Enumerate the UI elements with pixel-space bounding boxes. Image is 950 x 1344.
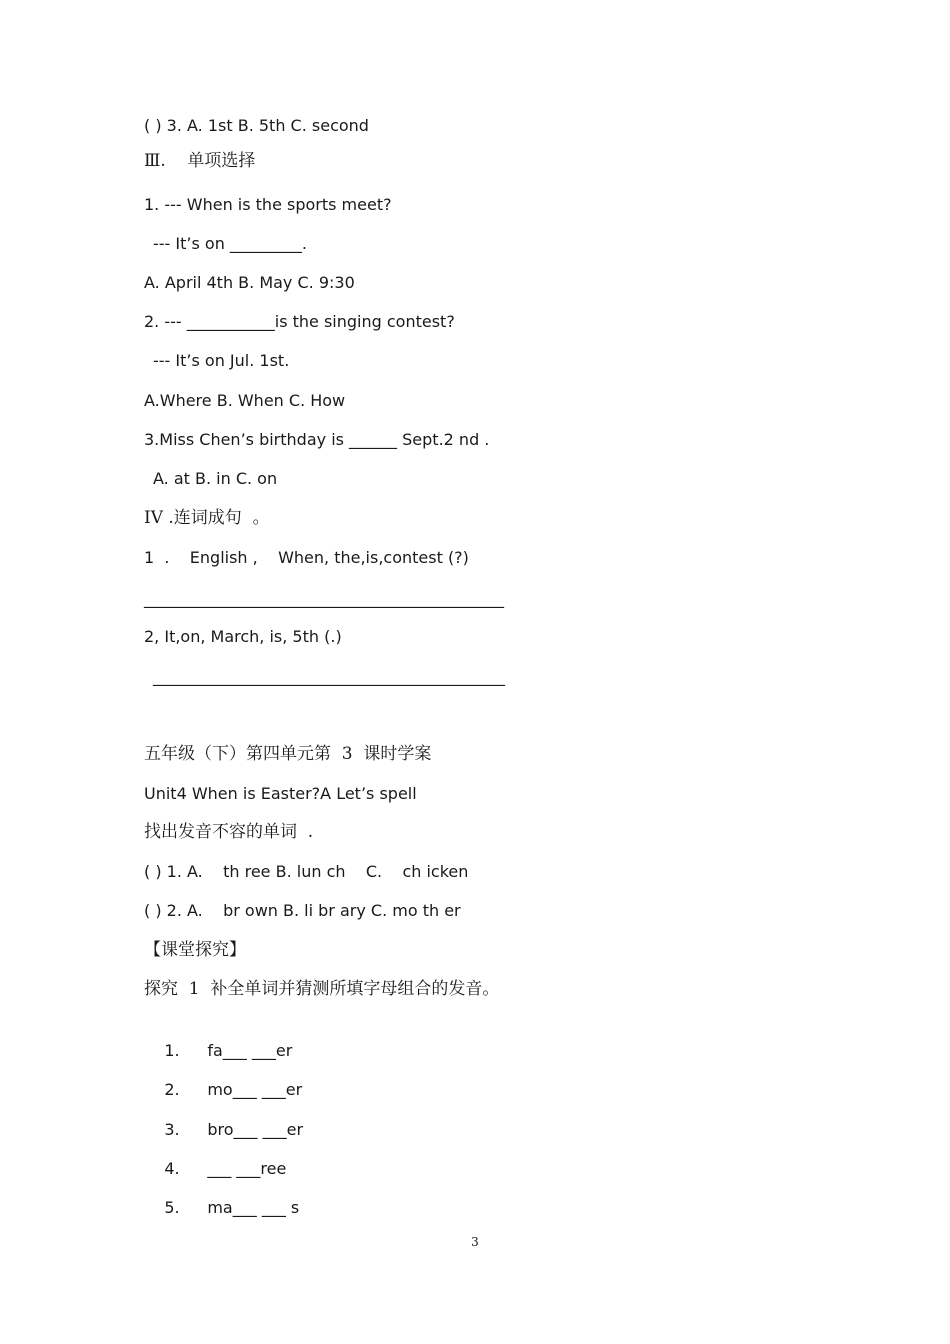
question-options: A.Where B. When C. How bbox=[144, 391, 346, 410]
answer-line: --- It’s on Jul. 1st. bbox=[153, 351, 290, 370]
section-heading-class-inquiry: 【课堂探究】 bbox=[144, 940, 246, 960]
exercise-item bbox=[144, 1175, 299, 1241]
page-number: 3 bbox=[471, 1235, 479, 1249]
exercise-number: 4. bbox=[164, 1159, 180, 1178]
section-3-heading: Ⅲ. 单项选择 bbox=[144, 151, 256, 171]
exercise-word: mo___ ___er bbox=[207, 1080, 303, 1099]
inquiry-instruction: 探究 1 补全单词并猜测所填字母组合的发音。 bbox=[144, 979, 500, 999]
answer-line: --- It’s on _________. bbox=[153, 234, 308, 253]
phonics-question: ( ) 2. A. br own B. li br ary C. mo th er bbox=[144, 901, 461, 920]
question-options: A. at B. in C. on bbox=[153, 469, 278, 488]
unit-title: Unit4 When is Easter?A Let’s spell bbox=[144, 784, 417, 803]
sentence-words: 1 . English , When, the,is,contest (?) bbox=[144, 548, 469, 567]
instruction-text: 找出发音不容的单词 . bbox=[144, 822, 314, 842]
question-3-options: ( ) 3. A. 1st B. 5th C. second bbox=[144, 116, 369, 135]
exercise-number: 1. bbox=[164, 1041, 180, 1060]
exercise-word: ma___ ___ s bbox=[207, 1198, 300, 1217]
exercise-word: fa___ ___er bbox=[207, 1041, 293, 1060]
section-4-heading: IV .连词成句 。 bbox=[144, 508, 270, 528]
lesson-title: 五年级（下）第四单元第 3 课时学案 bbox=[144, 744, 432, 764]
exercise-number: 2. bbox=[164, 1080, 180, 1099]
sentence-words: 2, It,on, March, is, 5th (.) bbox=[144, 627, 342, 646]
exercise-number: 3. bbox=[164, 1120, 180, 1139]
answer-blank-line: _____________________________________________ bbox=[144, 589, 504, 608]
question-text: 1. --- When is the sports meet? bbox=[144, 195, 392, 214]
question-text: 2. --- ___________is the singing contest? bbox=[144, 312, 455, 331]
phonics-question: ( ) 1. A. th ree B. lun ch C. ch icken bbox=[144, 862, 469, 881]
question-text: 3.Miss Chen’s birthday is ______ Sept.2 nd . bbox=[144, 430, 490, 449]
exercise-word: bro___ ___er bbox=[207, 1120, 304, 1139]
question-options: A. April 4th B. May C. 9:30 bbox=[144, 273, 355, 292]
exercise-word: ___ ___ree bbox=[207, 1159, 287, 1178]
answer-blank-line: ____________________________________________ bbox=[153, 667, 505, 686]
exercise-number: 5. bbox=[164, 1198, 180, 1217]
